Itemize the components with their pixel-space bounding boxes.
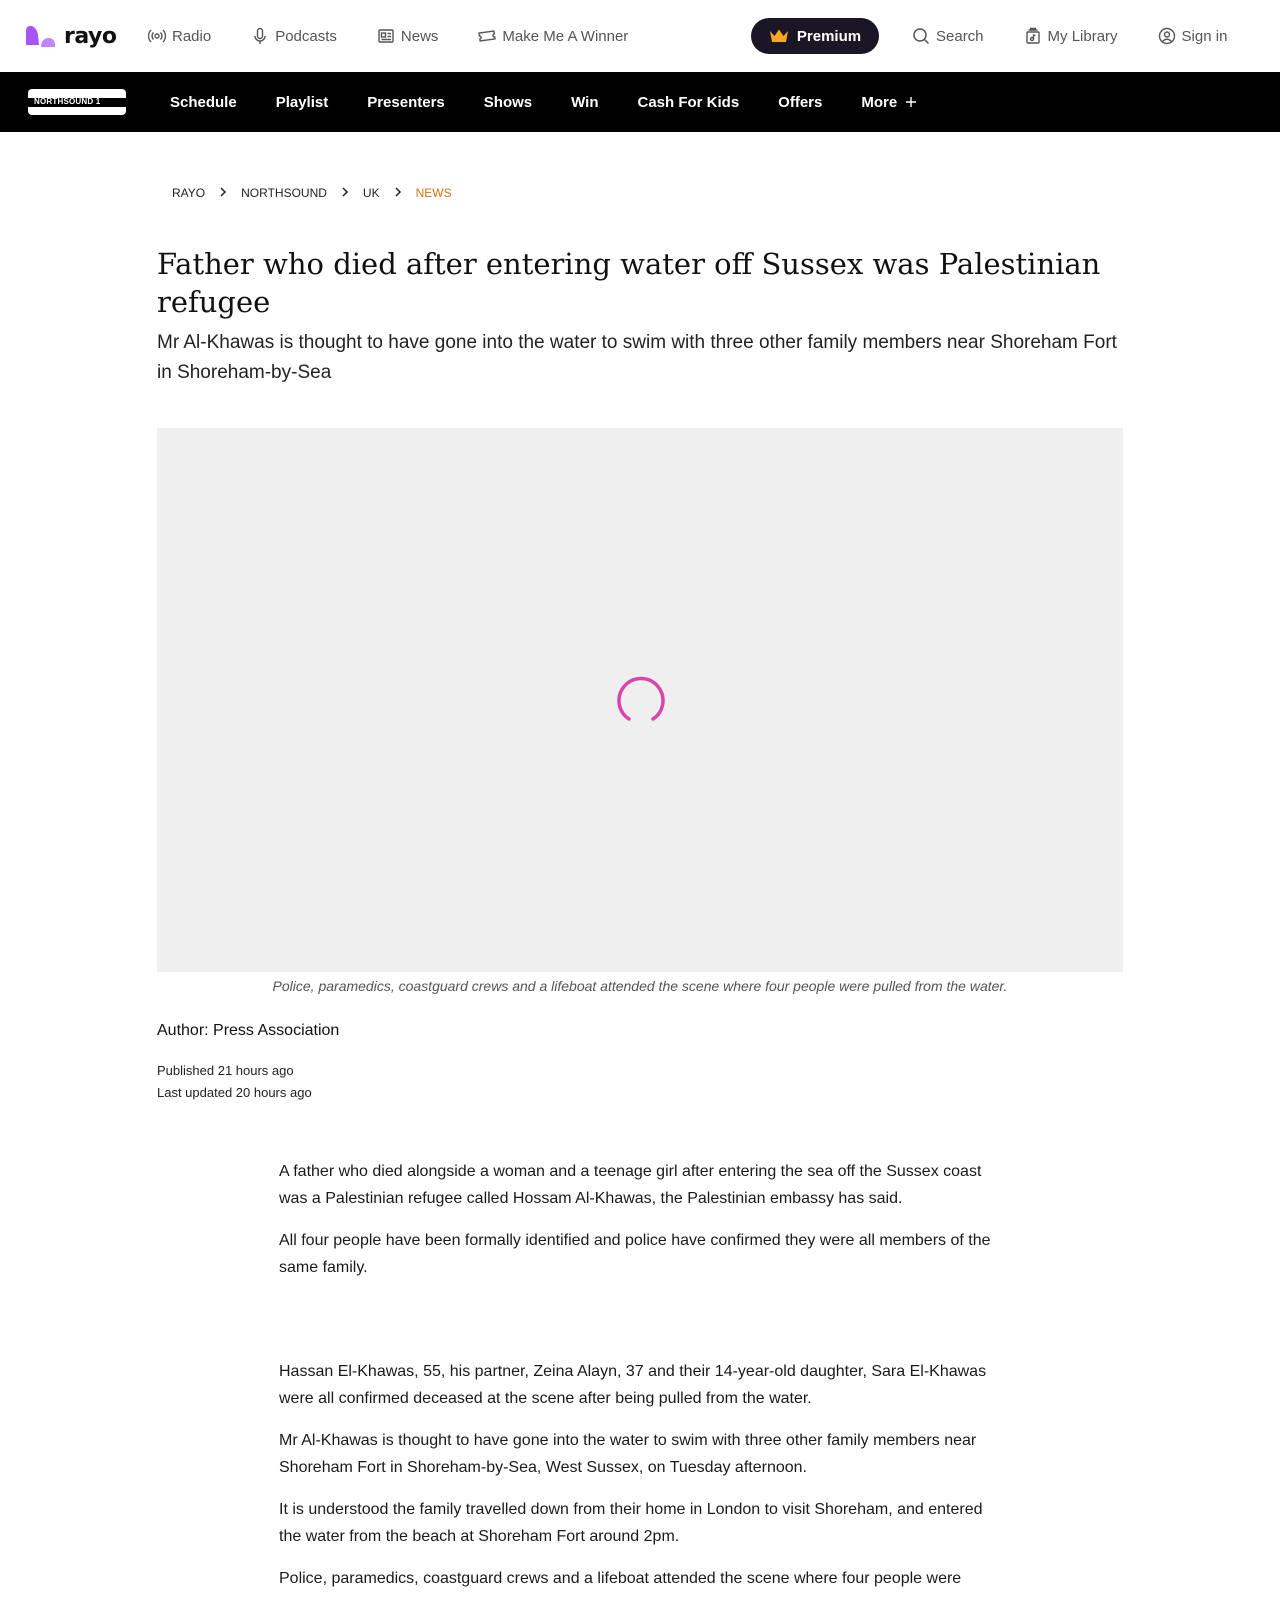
article-author: Author: Press Association xyxy=(157,1022,340,1039)
rayo-logo-text: rayo xyxy=(64,23,117,49)
article-paragraph: All four people have been formally identified and police have confirmed they were all members of the same family. xyxy=(279,1232,991,1276)
top-bar xyxy=(0,0,1280,72)
updated-time: Last updated 20 hours ago xyxy=(157,1085,312,1100)
nav-news[interactable] xyxy=(377,27,439,45)
northsound-logo-text: NORTHSOUND 1 xyxy=(34,97,101,106)
nav-make-me-a-winner[interactable] xyxy=(478,27,628,45)
article-paragraph: Police, paramedics, coastguard crews and a lifeboat attended the scene where four people were xyxy=(279,1570,962,1587)
rayo-logo-mark-icon xyxy=(24,23,58,49)
article-headline: Father who died after entering water off Sussex was Palestinian refugee xyxy=(157,247,1101,319)
crown-icon xyxy=(769,28,789,44)
nav-podcasts-label: Podcasts xyxy=(275,27,337,45)
station-nav-bar xyxy=(0,72,1280,132)
article-meta xyxy=(157,1060,312,1104)
chevron-right-icon xyxy=(341,186,349,200)
article-paragraph: It is understood the family travelled down from their home in London to visit Shoreham, and entered the water from the beach at Shoreham Fort around 2pm. xyxy=(279,1501,983,1545)
nav-radio-label: Radio xyxy=(172,27,212,45)
premium-button[interactable] xyxy=(751,18,879,54)
sign-in-label: Sign in xyxy=(1181,27,1228,45)
sign-in-button[interactable] xyxy=(1158,27,1228,45)
premium-label: Premium xyxy=(796,27,862,45)
radio-waves-icon xyxy=(148,27,166,45)
published-time: Published 21 hours ago xyxy=(157,1063,294,1078)
plus-icon xyxy=(905,96,917,108)
my-library-label: My Library xyxy=(1047,27,1118,45)
search-button[interactable] xyxy=(912,27,984,45)
loading-spinner-icon xyxy=(611,670,671,730)
chevron-right-icon xyxy=(394,186,402,200)
breadcrumb-news[interactable]: NEWS xyxy=(415,186,452,200)
search-label: Search xyxy=(936,27,984,45)
account-nav xyxy=(912,0,1267,72)
station-nav-cash-for-kids[interactable]: Cash For Kids xyxy=(637,93,740,111)
ad-slot-spacer xyxy=(279,1296,1007,1358)
user-circle-icon xyxy=(1158,27,1176,45)
breadcrumb-northsound[interactable]: NORTHSOUND xyxy=(241,186,327,200)
newspaper-icon xyxy=(377,27,395,45)
nav-radio[interactable] xyxy=(148,27,211,45)
station-nav-offers[interactable]: Offers xyxy=(778,93,823,111)
nav-make-me-a-winner-label: Make Me A Winner xyxy=(502,27,629,45)
microphone-icon xyxy=(251,27,269,45)
rayo-logo[interactable] xyxy=(24,23,132,49)
primary-nav xyxy=(148,27,668,45)
breadcrumb xyxy=(172,186,452,200)
station-nav-shows[interactable]: Shows xyxy=(483,93,533,111)
station-nav-presenters[interactable]: Presenters xyxy=(367,93,445,111)
article-paragraph: Mr Al-Khawas is thought to have gone into the water to swim with three other family members near Shoreham Fort in Shoreham-by-Sea, West Sussex, on Tuesday afternoon. xyxy=(279,1432,977,1476)
article-paragraph: A father who died alongside a woman and a teenage girl after entering the sea off the Sussex coast was a Palestinian refugee called Hossam Al-Khawas, the Palestinian embassy has said. xyxy=(279,1163,982,1207)
my-library-button[interactable] xyxy=(1024,27,1118,45)
station-nav-more[interactable] xyxy=(861,94,917,111)
nav-podcasts[interactable] xyxy=(251,27,337,45)
article-image-placeholder xyxy=(157,428,1123,972)
breadcrumb-uk[interactable]: UK xyxy=(362,186,380,200)
breadcrumb-rayo[interactable]: RAYO xyxy=(172,186,206,200)
station-nav-schedule[interactable]: Schedule xyxy=(170,93,237,111)
search-icon xyxy=(912,27,930,45)
image-caption: Police, paramedics, coastguard crews and a lifeboat attended the scene where four people were pulled from the water. xyxy=(272,978,1008,994)
nav-news-label: News xyxy=(400,27,439,45)
chevron-right-icon xyxy=(219,186,227,200)
station-nav-more-label: More xyxy=(861,93,898,111)
article-body xyxy=(279,1158,1007,1600)
northsound-logo[interactable] xyxy=(28,87,126,117)
station-nav-win[interactable]: Win xyxy=(571,93,599,111)
ticket-icon xyxy=(478,27,496,45)
station-nav-playlist[interactable]: Playlist xyxy=(275,93,329,111)
article-standfirst: Mr Al-Khawas is thought to have gone into the water to swim with three other family members near Shoreham Fort in Shoreham-by-Sea xyxy=(157,332,1117,383)
article-paragraph: Hassan El-Khawas, 55, his partner, Zeina Alayn, 37 and their 14-year-old daughter, Sara El-Khawas were all confirmed deceased at the scene after being pulled from the water. xyxy=(279,1363,987,1407)
library-icon xyxy=(1024,27,1042,45)
